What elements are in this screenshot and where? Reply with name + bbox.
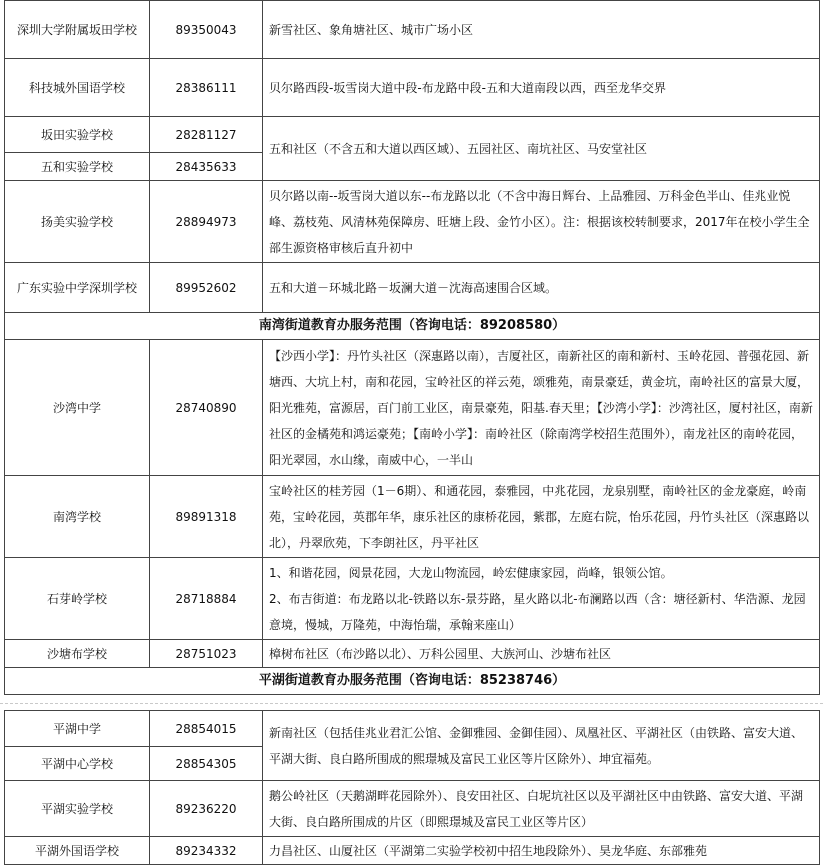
school-name: 五和实验学校 — [5, 153, 150, 181]
school-name: 平湖中心学校 — [5, 747, 150, 781]
school-name: 平湖实验学校 — [5, 781, 150, 837]
phone-number: 28718884 — [150, 558, 263, 640]
service-area: 贝尔路西段-坂雪岗大道中段-布龙路中段-五和大道南段以西，西至龙华交界 — [263, 59, 820, 117]
service-area-item: 2、布吉街道：布龙路以北-铁路以东-景芬路，星火路以北-布澜路以西（含：塘径新村、华浩源、龙园意境，慢城，万隆苑，中海怡瑞，承翰来座山） — [269, 591, 806, 632]
school-name: 深圳大学附属坂田学校 — [5, 1, 150, 59]
section-header-nanwan: 南湾街道教育办服务范围（咨询电话：89208580） — [5, 313, 820, 340]
phone-number: 89350043 — [150, 1, 263, 59]
service-area: 新南社区（包括佳兆业君汇公馆、金御雅园、金御佳园）、凤凰社区、平湖社区（由铁路、富安大道、平湖大街、良白路所围成的熙璟城及富民工业区等片区除外）、坤宜福苑。 — [263, 711, 820, 781]
table-row — [5, 181, 820, 263]
phone-number: 89234332 — [150, 837, 263, 865]
phone-number: 28386111 — [150, 59, 263, 117]
phone-number: 28894973 — [150, 181, 263, 263]
service-area: 五和社区（不含五和大道以西区域）、五园社区、南坑社区、马安堂社区 — [263, 117, 820, 181]
enrollment-table-upper — [4, 0, 820, 695]
school-name: 石芽岭学校 — [5, 558, 150, 640]
school-name: 沙湾中学 — [5, 340, 150, 476]
service-area: 新雪社区、象角塘社区、城市广场小区 — [263, 1, 820, 59]
table-row — [5, 1, 820, 59]
school-name: 沙塘布学校 — [5, 640, 150, 668]
service-area: 宝岭社区的桂芳园（1－6期）、和通花园，泰雅园，中兆花园，龙泉别墅，南岭社区的金龙豪庭，岭南苑，宝岭花园，英郡年华，康乐社区的康桥花园，紫郡，左庭右院，怡乐花园，丹竹头社区（深惠路以北），丹翠欣苑，下李朗社区，丹平社区 — [263, 476, 820, 558]
school-name: 平湖外国语学校 — [5, 837, 150, 865]
school-name: 扬美实验学校 — [5, 181, 150, 263]
school-name: 广东实验中学深圳学校 — [5, 263, 150, 313]
section-header-pinghu: 平湖街道教育办服务范围（咨询电话：85238746） — [5, 668, 820, 695]
table-row — [5, 837, 820, 865]
school-name: 科技城外国语学校 — [5, 59, 150, 117]
phone-number: 28854305 — [150, 747, 263, 781]
service-area: 五和大道－环城北路－坂澜大道－沈海高速围合区域。 — [263, 263, 820, 313]
phone-number: 28435633 — [150, 153, 263, 181]
phone-number: 28751023 — [150, 640, 263, 668]
section-header-row — [5, 313, 820, 340]
table-row — [5, 558, 820, 640]
section-header-row — [5, 668, 820, 695]
school-name: 平湖中学 — [5, 711, 150, 747]
page-break — [0, 697, 823, 710]
table-row — [5, 117, 820, 153]
phone-number: 28854015 — [150, 711, 263, 747]
school-name: 坂田实验学校 — [5, 117, 150, 153]
service-area-item: 1、和谐花园，阅景花园，大龙山物流园，岭宏健康家园，尚峰，银领公馆。 — [269, 565, 673, 580]
table-row — [5, 476, 820, 558]
service-area: 樟树布社区（布沙路以北）、万科公园里、大族河山、沙塘布社区 — [263, 640, 820, 668]
phone-number: 28281127 — [150, 117, 263, 153]
page-break-line — [0, 703, 823, 704]
table-row — [5, 711, 820, 747]
service-area: 贝尔路以南--坂雪岗大道以东--布龙路以北（不含中海日辉台、上品雅园、万科金色半山、佳兆业悦峰、荔枝苑、风清林苑保障房、旺塘上段、金竹小区）。注：根据该校转制要求，2017年在校小学生全部生源资格审核后直升初中 — [263, 181, 820, 263]
phone-number: 89891318 — [150, 476, 263, 558]
school-name: 南湾学校 — [5, 476, 150, 558]
service-area: 鹅公岭社区（天鹅湖畔花园除外）、良安田社区、白坭坑社区以及平湖社区中由铁路、富安大道、平湖大街、良白路所围成的片区（即熙璟城及富民工业区等片区） — [263, 781, 820, 837]
phone-number: 89236220 — [150, 781, 263, 837]
table-row — [5, 781, 820, 837]
table-row — [5, 640, 820, 668]
table-row — [5, 59, 820, 117]
service-area — [263, 558, 820, 640]
table-row — [5, 340, 820, 476]
service-area: 【沙西小学】：丹竹头社区（深惠路以南），吉厦社区，南新社区的南和新村、玉岭花园、普强花园、新塘西、大坑上村，南和花园，宝岭社区的祥云苑，颂雅苑，南景豪廷，黄金坑，南岭社区的富景大厦，阳光雅苑，富源居，百门前工业区，南景豪苑，阳基.春天里；【沙湾小学】：沙湾社区，厦村社区，南新社区的金橘苑和鸿运豪苑；【南岭小学】：南岭社区（除南湾学校招生范围外），南龙社区的南岭花园，阳光翠园，水山缘，南威中心，一半山 — [263, 340, 820, 476]
phone-number: 89952602 — [150, 263, 263, 313]
enrollment-table-lower — [4, 710, 820, 865]
table-row — [5, 263, 820, 313]
service-area: 力昌社区、山厦社区（平湖第二实验学校初中招生地段除外）、昊龙华庭、东部雅苑 — [263, 837, 820, 865]
phone-number: 28740890 — [150, 340, 263, 476]
